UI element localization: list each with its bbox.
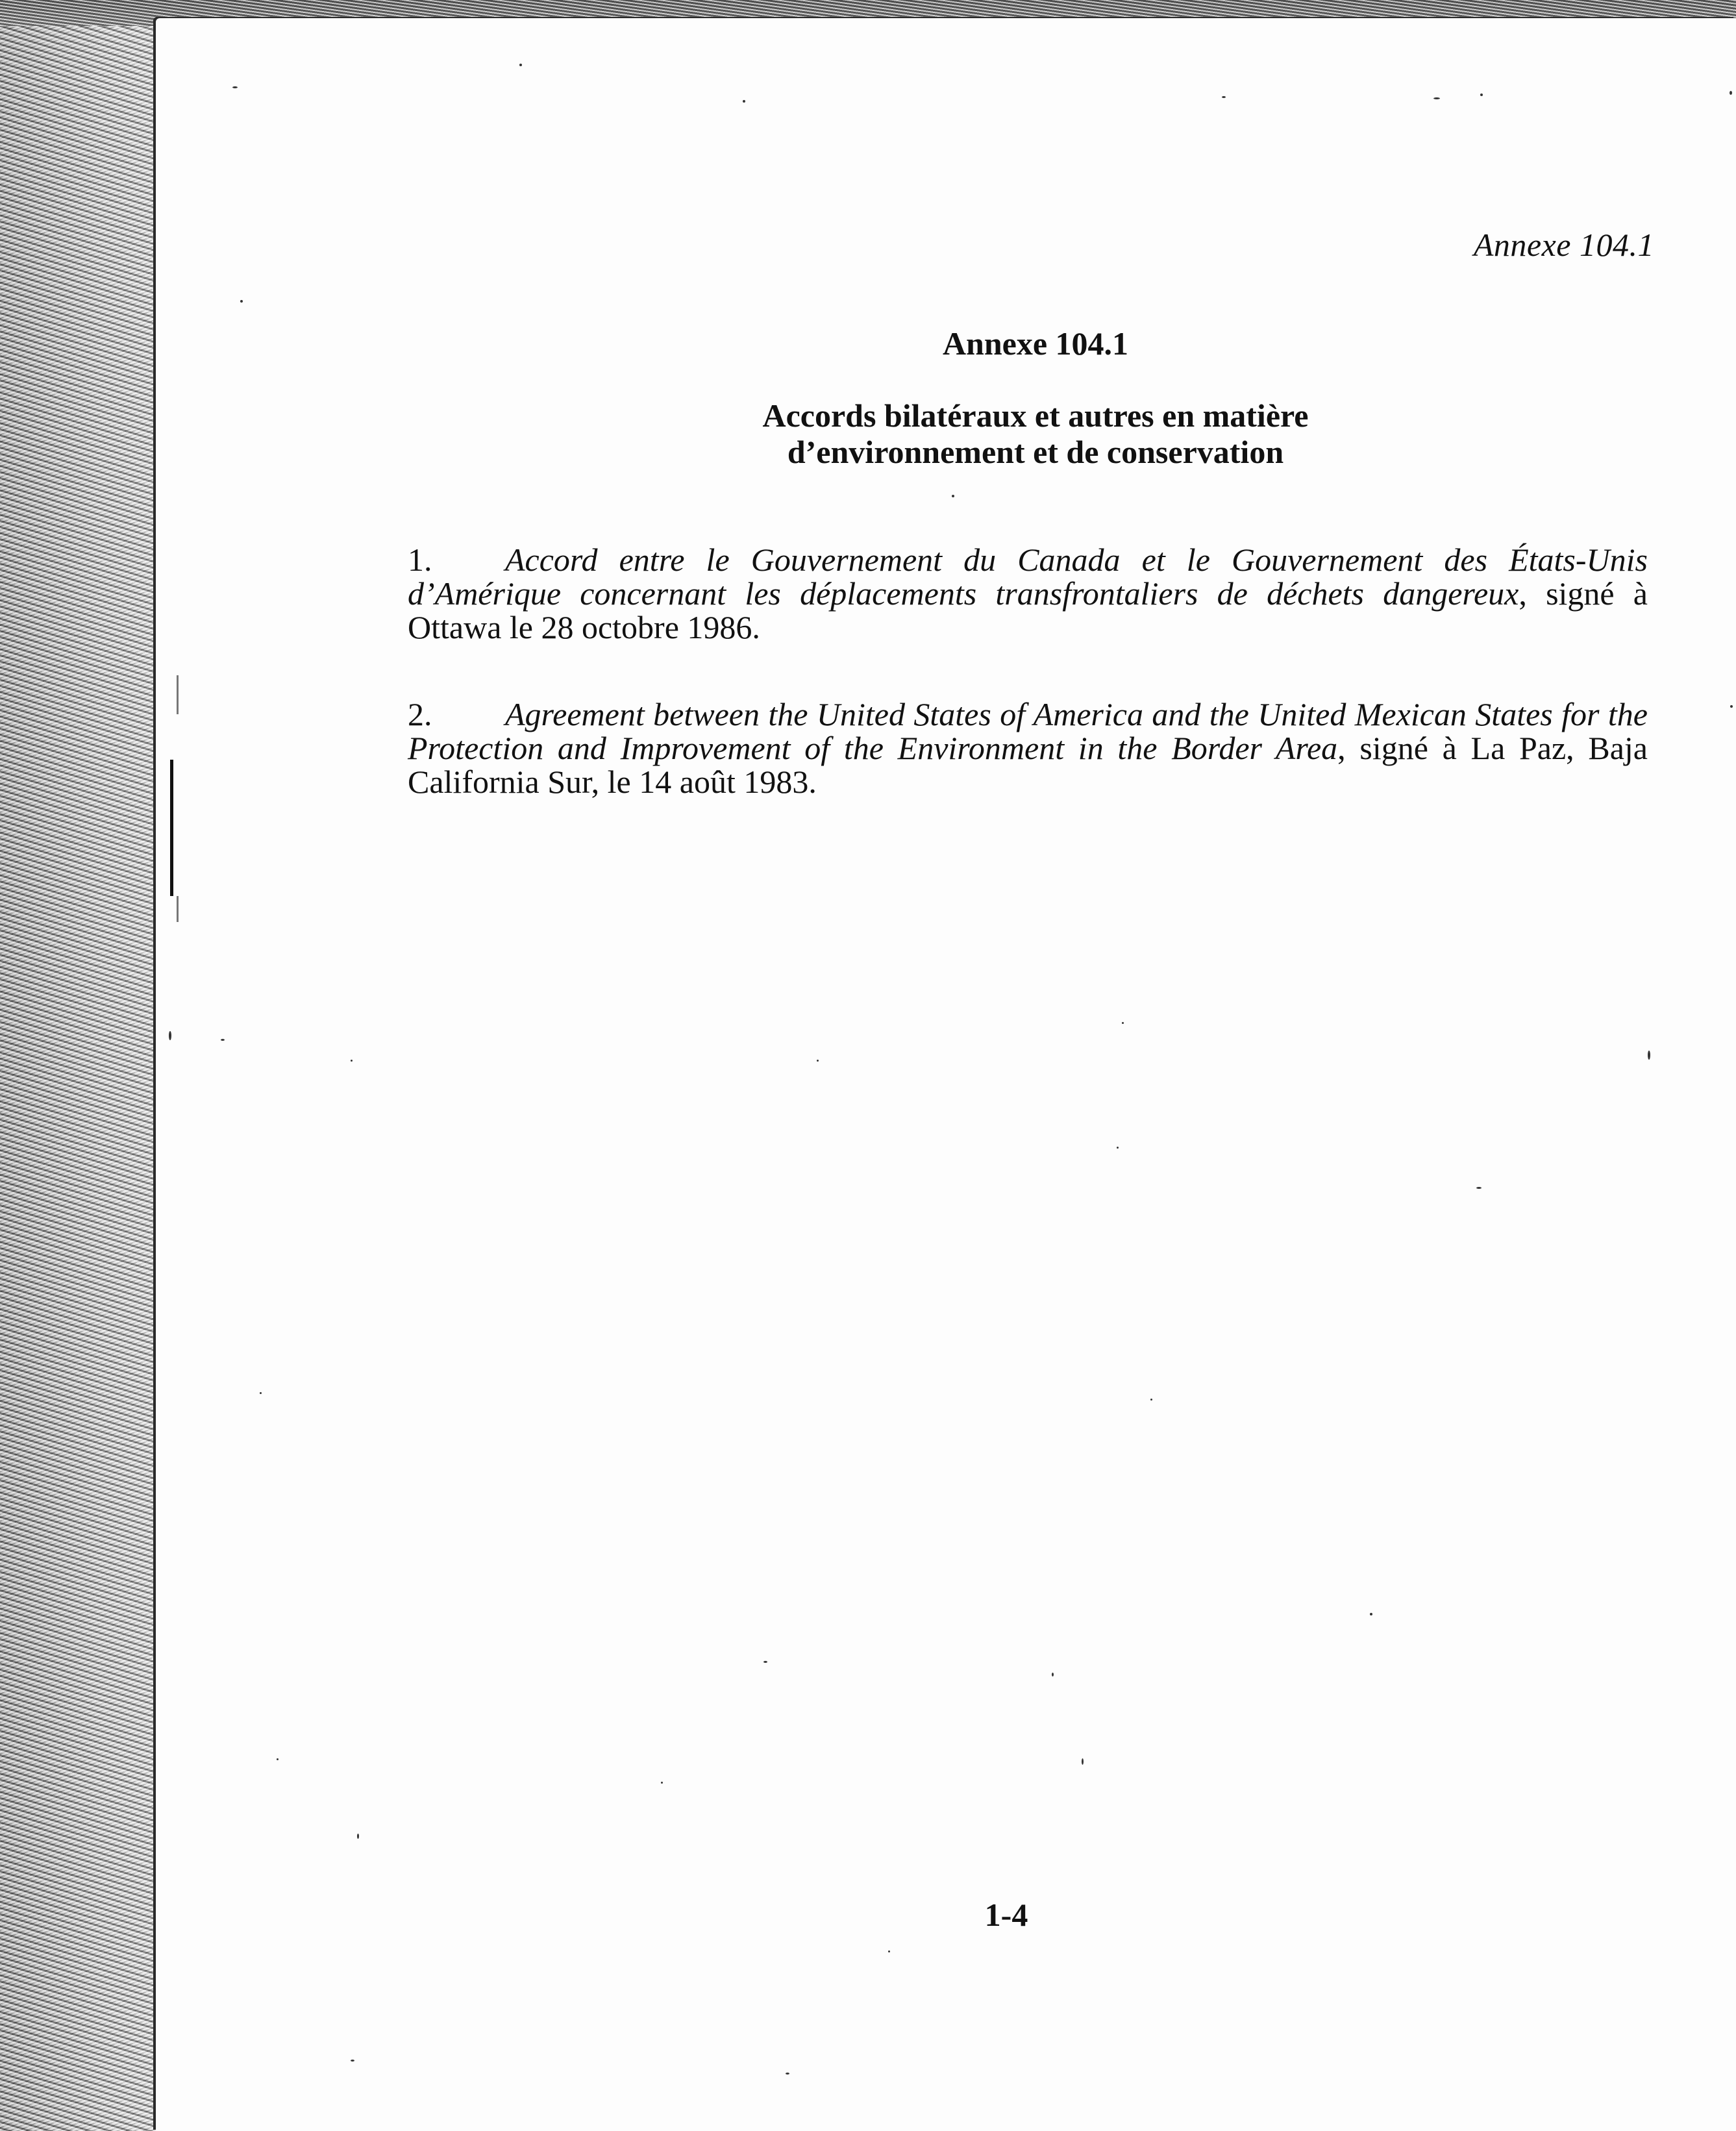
agreement-title: Accord entre le Gouvernement du Canada et le Gouvernement des États-Unis d’Amérique concernant les déplacements transfrontaliers de déchets dangereux (408, 542, 1648, 612)
scan-speck (1730, 705, 1733, 708)
agreement-details: , signé à La Paz, Baja California Sur, le 14 août 1983. (408, 730, 1648, 800)
running-head: Annexe 104.1 (1473, 227, 1654, 263)
edge-mark (177, 896, 179, 922)
page-number: 1-4 (984, 1897, 1028, 1933)
scan-speck (743, 100, 745, 103)
scan-speck (1433, 97, 1440, 99)
scan-speck (1476, 1187, 1482, 1189)
scan-speck (519, 64, 522, 66)
annex-subtitle (652, 397, 1419, 470)
scan-speck (888, 1950, 890, 1952)
scan-speck (786, 2073, 789, 2075)
scan-speck (351, 1060, 353, 1062)
scan-speck (232, 86, 238, 88)
scan-speck (952, 495, 954, 497)
agreement-item (408, 543, 1648, 644)
item-number: 2. (408, 696, 432, 732)
edge-mark (177, 675, 179, 714)
scan-speck (817, 1060, 819, 1062)
scan-speck (1222, 96, 1226, 98)
scan-speck (277, 1758, 279, 1760)
scan-speck (1648, 1051, 1650, 1060)
annex-subtitle-line: d’environnement et de conservation (787, 434, 1284, 470)
scan-speck (1052, 1673, 1054, 1676)
scan-speck (1150, 1399, 1152, 1401)
scan-speck (221, 1039, 225, 1041)
scan-speck (240, 300, 243, 303)
scan-speck (1117, 1147, 1119, 1149)
annex-title: Annexe 104.1 (942, 325, 1129, 362)
agreement-item (408, 697, 1648, 799)
scan-speck (351, 2060, 354, 2062)
scan-speck (1730, 91, 1732, 95)
scan-speck (1122, 1022, 1124, 1024)
scan-speck (1082, 1758, 1084, 1765)
scan-speck (357, 1834, 359, 1839)
scan-speck (1480, 93, 1483, 96)
scan-speck (661, 1782, 663, 1784)
scan-speck (169, 1031, 171, 1040)
agreement-details: , signé à Ottawa le 28 octobre 1986. (408, 575, 1648, 645)
item-number: 1. (408, 542, 432, 578)
annex-subtitle-line: Accords bilatéraux et autres en matière (762, 397, 1309, 434)
scan-speck (260, 1392, 262, 1394)
scan-speck (763, 1661, 767, 1663)
agreement-title: Agreement between the United States of America and the United Mexican States for the Protection and Improvement of the Environment in the Border Area (408, 696, 1648, 766)
scanner-edge-left (0, 0, 169, 2131)
scan-speck (1370, 1613, 1372, 1615)
margin-rule (170, 760, 173, 896)
